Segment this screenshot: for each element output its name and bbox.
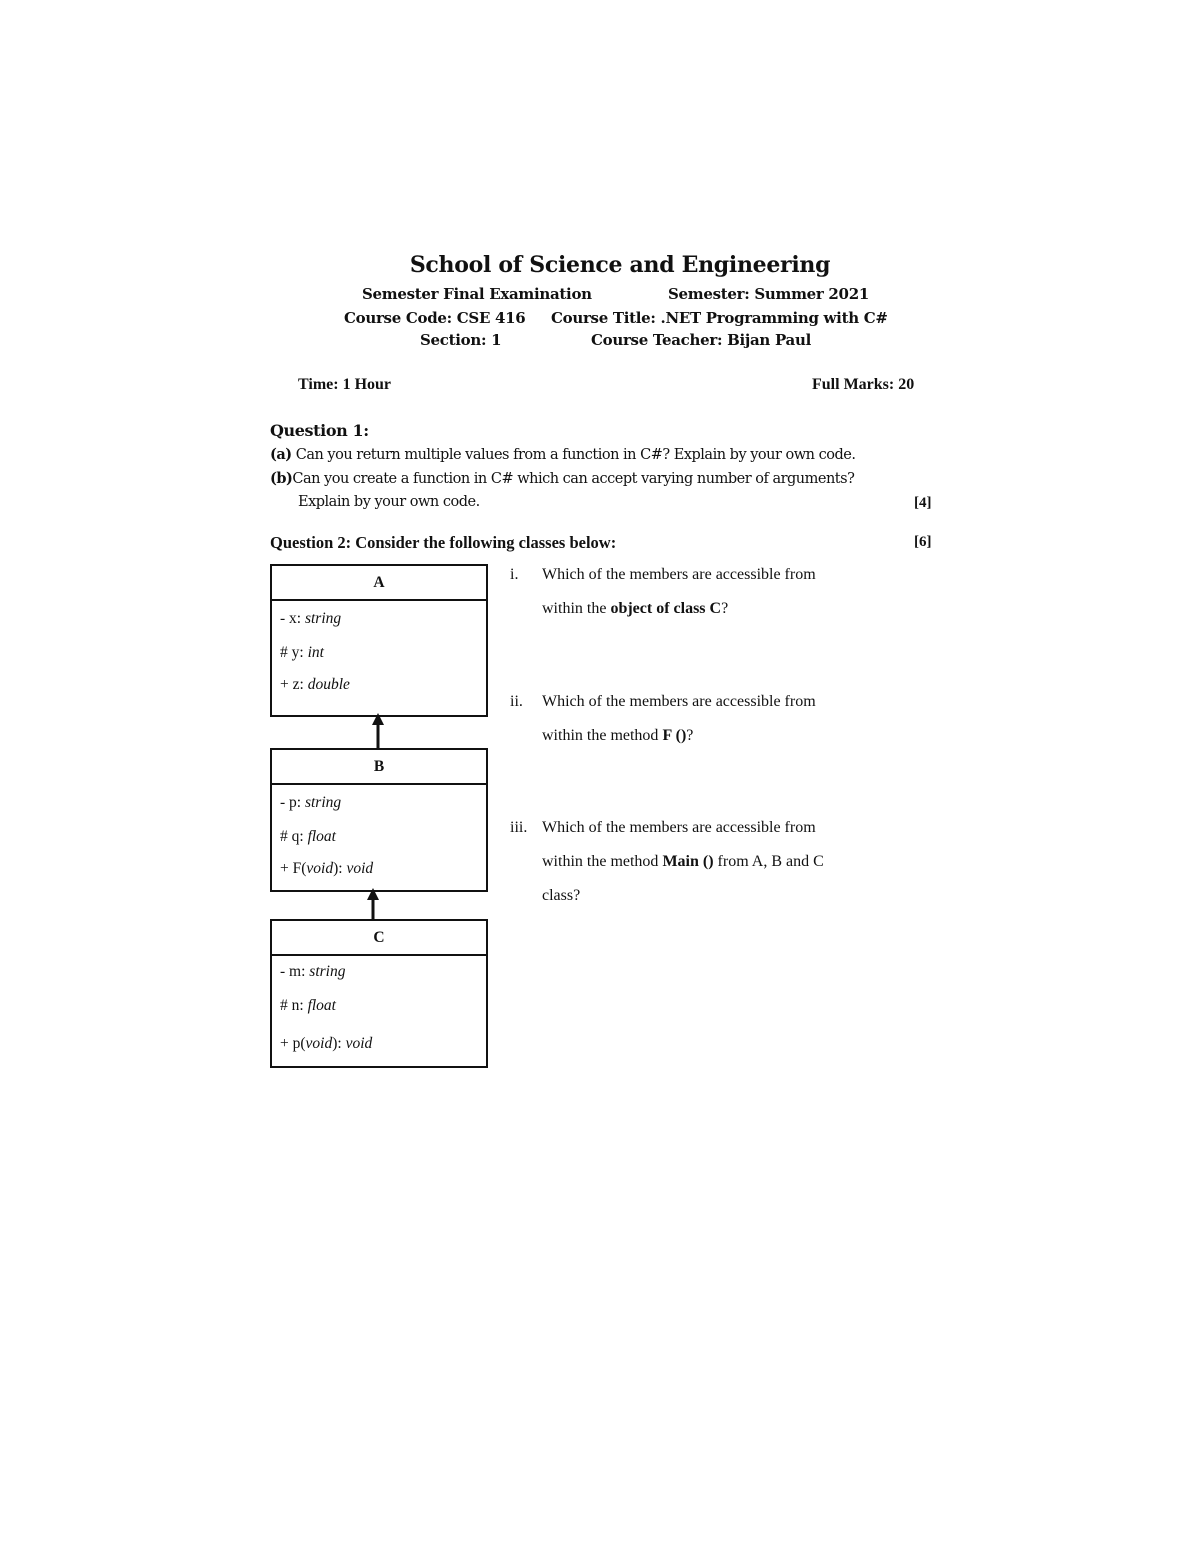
class-member: # n: float xyxy=(280,997,336,1014)
class-member: # y: int xyxy=(280,644,324,661)
part-b-label: (b) xyxy=(270,470,293,487)
uml-class-c xyxy=(270,919,488,1068)
subquestion-line: within the method Main () from A, B and C xyxy=(542,853,824,870)
subquestion-ii xyxy=(510,693,910,763)
question1-marks: [4] xyxy=(914,495,932,511)
class-member: - x: string xyxy=(280,610,342,627)
class-member: + z: double xyxy=(280,676,350,693)
part-b-text: Can you create a function in C# which can accept varying number of arguments? xyxy=(292,471,855,487)
question1-part-a xyxy=(270,446,855,463)
question2-marks: [6] xyxy=(914,534,932,550)
subquestion-number: i. xyxy=(510,566,519,583)
subquestion-line: class? xyxy=(542,887,581,904)
course-title: Course Title: .NET Programming with C# xyxy=(551,309,888,327)
subquestion-line: within the method F ()? xyxy=(542,727,694,744)
part-a-label: (a) xyxy=(270,446,292,463)
class-member: + p(void): void xyxy=(280,1035,373,1052)
question1-heading: Question 1: xyxy=(270,421,369,440)
inheritance-arrow-c-to-b xyxy=(366,888,380,920)
subquestion-line: Which of the members are accessible from xyxy=(542,566,816,583)
class-member: + F(void): void xyxy=(280,860,374,877)
class-member: # q: float xyxy=(280,828,336,845)
full-marks: Full Marks: 20 xyxy=(812,376,915,393)
class-name: B xyxy=(272,750,486,785)
uml-class-a xyxy=(270,564,488,717)
school-title: School of Science and Engineering xyxy=(409,252,831,278)
question1-part-b-cont: Explain by your own code. xyxy=(298,494,480,510)
course-code: Course Code: CSE 416 xyxy=(344,309,526,327)
subquestion-line: Which of the members are accessible from xyxy=(542,819,816,836)
subquestion-line: Which of the members are accessible from xyxy=(542,693,816,710)
semester: Semester: Summer 2021 xyxy=(668,285,869,303)
part-a-text: Can you return multiple values from a function in C#? Explain by your own code. xyxy=(291,447,856,463)
class-member: - m: string xyxy=(280,963,346,980)
section: Section: 1 xyxy=(420,331,502,349)
exam-time: Time: 1 Hour xyxy=(298,376,392,393)
exam-type: Semester Final Examination xyxy=(362,285,592,303)
course-teacher: Course Teacher: Bijan Paul xyxy=(591,331,811,349)
subquestion-i xyxy=(510,566,910,636)
question2-heading: Question 2: Consider the following classes below: xyxy=(270,533,617,552)
subquestion-number: ii. xyxy=(510,693,523,710)
subquestion-iii xyxy=(510,819,910,919)
class-member: - p: string xyxy=(280,794,342,811)
inheritance-arrow-b-to-a xyxy=(371,713,385,749)
uml-class-b xyxy=(270,748,488,892)
class-name: A xyxy=(272,566,486,601)
subquestion-line: within the object of class C? xyxy=(542,600,729,617)
class-name: C xyxy=(272,921,486,956)
subquestion-number: iii. xyxy=(510,819,528,836)
question1-part-b xyxy=(270,470,854,487)
